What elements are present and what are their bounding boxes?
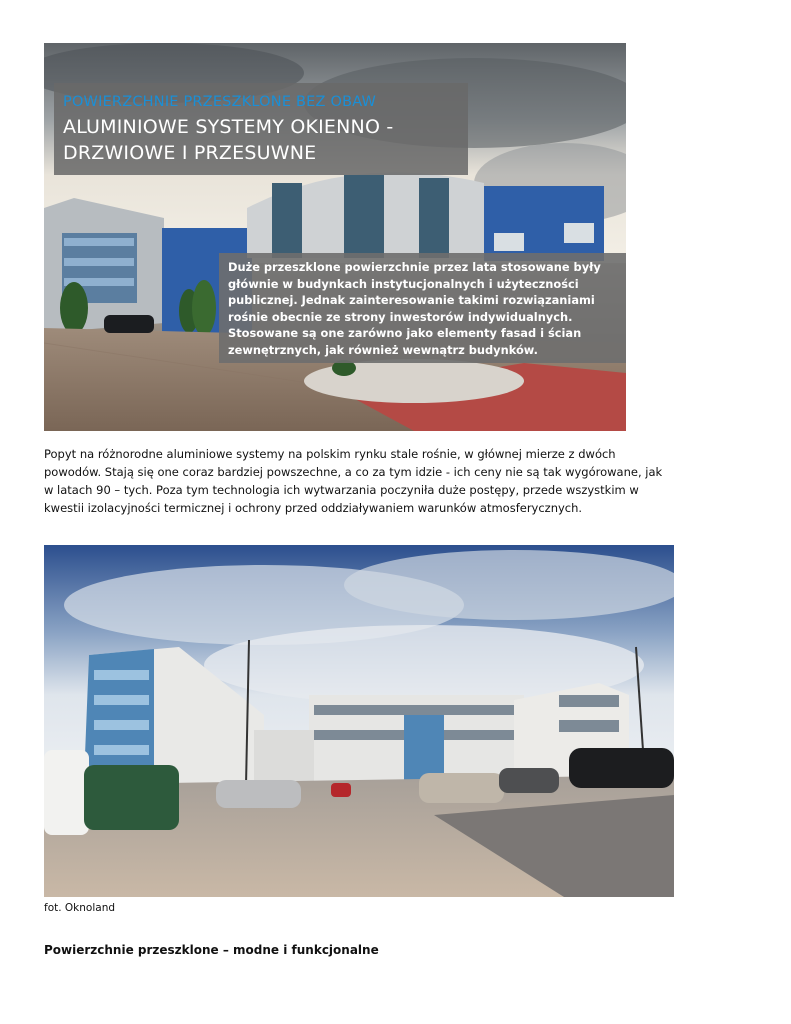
hero-kicker: POWIERZCHNIE PRZESZKLONE BEZ OBAW bbox=[63, 94, 377, 110]
hero-title: ALUMINIOWE SYSTEMY OKIENNO - DRZWIOWE I PRZESUWNE bbox=[63, 116, 394, 164]
office-buildings-photo bbox=[44, 545, 674, 897]
article-paragraph: Popyt na różnorodne aluminiowe systemy na polskim rynku stale rośnie, w głównej mierze z dwóch powodów. Stają się one coraz bardziej powszechne, a co za tym idzie - ich ceny nie są tak wygórowane, jak w latach 90 – tych. Poza tym technologia ich wytwarzania poczyniła duże postępy, przede wszystkim w kwestii izolacyjności termicznej i ochrony przed oddziaływaniem warunków atmosferycznych. bbox=[44, 447, 663, 515]
article-photo bbox=[44, 545, 674, 897]
hero-image bbox=[44, 43, 626, 431]
hero-title-box bbox=[54, 83, 468, 175]
hero-lead-box bbox=[219, 253, 626, 363]
photo-caption: fot. Oknoland bbox=[44, 902, 116, 914]
hero-lead-text: Duże przeszklone powierzchnie przez lata stosowane były głównie w budynkach instytucjonalnych i użyteczności publicznej. Jednak zainteresowanie takimi rozwiązaniami rośnie obecnie ze strony inwestorów indywidualnych. Stosowane są one zarówno jako elementy fasad i ścian zewnętrznych, jak również wewnątrz budynków. bbox=[228, 260, 601, 357]
section-subheading: Powierzchnie przeszklone – modne i funkcjonalne bbox=[44, 943, 379, 957]
